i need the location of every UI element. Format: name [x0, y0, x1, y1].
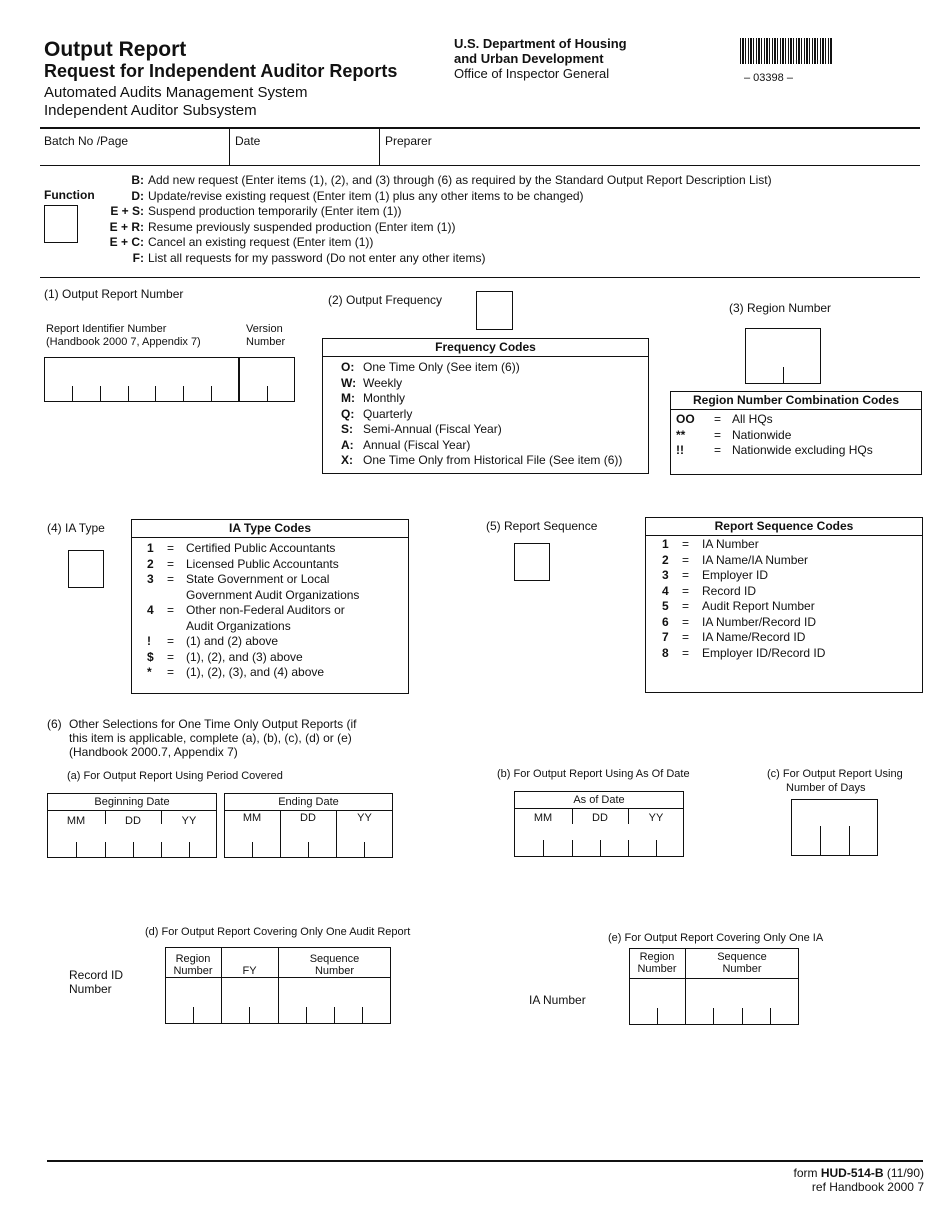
cell-tick: [364, 842, 365, 858]
divider: [40, 165, 920, 166]
sequence-label-2: Number: [722, 963, 762, 975]
cell-tick: [221, 947, 222, 1024]
department-name-2: and Urban Development: [454, 51, 604, 66]
date-field[interactable]: [230, 129, 378, 165]
cell-tick: [657, 1008, 658, 1025]
frequency-codes-box: [322, 338, 649, 474]
preparer-field-label: Preparer: [385, 134, 432, 148]
cell-tick: [543, 840, 544, 857]
output-frequency-label: (2) Output Frequency: [328, 293, 443, 307]
sequence-code-row: 7 = IA Name/Record ID: [662, 630, 806, 644]
number-of-days-label: (c) For Output Report Using: [767, 768, 903, 780]
preparer-field[interactable]: [380, 129, 920, 165]
frequency-code-row: M: Monthly: [341, 391, 406, 405]
frequency-code-row: Q: Quarterly: [341, 406, 413, 421]
dd-label: DD: [592, 812, 608, 824]
cell-tick: [267, 386, 268, 402]
region-label: Region: [175, 953, 211, 965]
record-id-label: Record ID: [69, 968, 124, 982]
mm-label: MM: [533, 812, 553, 824]
cell-tick: [334, 1007, 335, 1024]
output-report-number-label: (1) Output Report Number: [44, 287, 184, 301]
date-field-label: Date: [235, 134, 261, 148]
region-code-row: OO = All HQs: [676, 412, 773, 426]
form-title: Output Report: [44, 38, 187, 61]
ending-date-label: Ending Date: [278, 796, 339, 808]
subsystem-name: Independent Auditor Subsystem: [44, 102, 257, 119]
output-frequency-input[interactable]: [476, 291, 513, 330]
cell-tick: [628, 840, 629, 857]
report-identifier-input[interactable]: [44, 357, 239, 402]
item6-instructions-1: Other Selections for One Time Only Output Reports (if: [69, 717, 357, 731]
sequence-code-row: 3 = Employer ID: [662, 568, 769, 582]
cell-tick: [336, 811, 337, 858]
report-identifier-label: Report Identifier Number: [46, 323, 167, 335]
ia-type-input[interactable]: [68, 550, 104, 588]
batch-field-label: Batch No /Page: [44, 134, 129, 148]
cell-tick: [183, 386, 184, 402]
cell-tick: [211, 386, 212, 402]
cell-tick: [161, 811, 162, 824]
ia-number-label: IA Number: [529, 993, 586, 1007]
form-number: form HUD-514-B (11/90): [793, 1166, 924, 1180]
report-sequence-label: (5) Report Sequence: [486, 519, 598, 533]
yy-label: YY: [648, 812, 664, 824]
ia-type-code-row: Government Audit Organizations: [186, 587, 360, 602]
cell-tick: [76, 842, 77, 858]
version-label-2: Number: [246, 336, 286, 348]
cell-tick: [628, 809, 629, 824]
yy-label: YY: [181, 815, 197, 827]
report-sequence-input[interactable]: [514, 543, 550, 581]
one-ia-label: (e) For Output Report Covering Only One IA: [608, 932, 824, 944]
cell-tick: [742, 1008, 743, 1025]
function-options: [4, 173, 772, 266]
record-id-label-2: Number: [69, 982, 112, 996]
ia-type-code-row: 1 = Certified Public Accountants: [147, 541, 336, 555]
cell-tick: [155, 386, 156, 402]
region-label-2: Number: [637, 963, 677, 975]
item6-instructions-3: (Handbook 2000.7, Appendix 7): [69, 745, 238, 759]
function-option-f: F: List all requests for my password (Do not enter any other items): [132, 250, 486, 265]
cell-tick: [280, 811, 281, 858]
sequence-label-2: Number: [314, 965, 355, 977]
divider: [40, 277, 920, 278]
sequence-code-row: 1 = IA Number: [662, 537, 759, 551]
ia-type-code-row: 3 = State Government or Local: [147, 572, 330, 586]
function-option-d: D: Update/revise existing request (Enter item (1) plus any other items to be changed): [131, 188, 584, 203]
frequency-code-row: W: Weekly: [341, 375, 403, 390]
frequency-codes-title: Frequency Codes: [323, 339, 648, 357]
form-subtitle: Request for Independent Auditor Reports: [44, 61, 398, 81]
cell-tick: [189, 842, 190, 858]
report-sequence-codes-title: Report Sequence Codes: [646, 518, 922, 536]
system-name: Automated Audits Management System: [44, 84, 308, 101]
cell-tick: [306, 1007, 307, 1024]
department-name: U.S. Department of Housing: [454, 36, 627, 51]
divider: [514, 808, 684, 809]
divider: [47, 810, 217, 811]
report-identifier-ref: (Handbook 2000 7, Appendix 7): [46, 336, 201, 348]
version-label: Version: [246, 323, 283, 335]
as-of-date-label: (b) For Output Report Using As Of Date: [497, 768, 690, 780]
cell-tick: [105, 842, 106, 858]
sequence-code-row: 4 = Record ID: [662, 583, 757, 598]
cell-tick: [100, 386, 101, 402]
ia-type-code-row: * = (1), (2), (3), and (4) above: [147, 665, 325, 679]
cell-tick: [783, 367, 784, 384]
cell-tick: [133, 842, 134, 858]
dd-label: DD: [300, 812, 316, 824]
ia-type-code-row: 2 = Licensed Public Accountants: [147, 556, 339, 571]
beginning-date-label: Beginning Date: [94, 796, 170, 808]
divider: [47, 1160, 923, 1162]
office-name: Office of Inspector General: [454, 66, 610, 81]
cell-tick: [770, 1008, 771, 1025]
mm-label: MM: [66, 815, 86, 827]
sequence-code-row: 6 = IA Number/Record ID: [662, 614, 817, 629]
cell-tick: [849, 826, 850, 856]
frequency-code-row: O: One Time Only (See item (6)): [341, 360, 520, 374]
divider: [629, 978, 799, 979]
dd-label: DD: [125, 815, 141, 827]
cell-tick: [161, 842, 162, 858]
sequence-label: Sequence: [717, 951, 767, 963]
cell-tick: [713, 1008, 714, 1025]
region-code-row: !! = Nationwide excluding HQs: [676, 443, 873, 457]
cell-tick: [600, 840, 601, 857]
barcode-number: – 03398 –: [744, 72, 793, 84]
divider: [224, 810, 393, 811]
ia-type-code-row: Audit Organizations: [186, 618, 291, 633]
cell-tick: [572, 809, 573, 824]
mm-label: MM: [242, 812, 262, 824]
cell-tick: [656, 840, 657, 857]
ia-type-code-row: 4 = Other non-Federal Auditors or: [147, 603, 345, 617]
frequency-code-row: A: Annual (Fiscal Year): [341, 437, 471, 452]
barcode-image: [740, 38, 832, 64]
number-of-days-input[interactable]: [791, 799, 878, 856]
sequence-label: Sequence: [309, 953, 360, 965]
ia-type-codes-title: IA Type Codes: [132, 520, 408, 538]
sequence-code-row: 5 = Audit Report Number: [662, 599, 815, 613]
item6-number: (6): [47, 717, 62, 731]
function-option-b: B: Add new request (Enter items (1), (2), and (3) through (6) as required by the Standard Output Report Description List): [131, 173, 772, 187]
item6-instructions-2: this item is applicable, complete (a), (b), (c), (d) or (e): [69, 731, 352, 745]
cell-tick: [72, 386, 73, 402]
cell-tick: [308, 842, 309, 858]
cell-tick: [193, 1007, 194, 1024]
as-of-date-title: As of Date: [573, 794, 625, 806]
handbook-reference: ref Handbook 2000 7: [811, 1180, 924, 1194]
frequency-code-row: X: One Time Only from Historical File (See item (6)): [341, 453, 623, 467]
region-number-label: (3) Region Number: [729, 301, 832, 315]
fy-label: FY: [242, 965, 257, 977]
cell-tick: [249, 1007, 250, 1024]
cell-tick: [572, 840, 573, 857]
function-label: Function: [44, 188, 95, 202]
ia-type-code-row: $ = (1), (2), and (3) above: [147, 649, 303, 664]
sequence-code-row: 8 = Employer ID/Record ID: [662, 645, 826, 660]
region-label: Region: [639, 951, 675, 963]
cell-tick: [362, 1007, 363, 1024]
period-covered-label: (a) For Output Report Using Period Covered: [67, 770, 283, 782]
number-of-days-label-2: Number of Days: [786, 782, 866, 794]
batch-field[interactable]: [42, 129, 228, 165]
function-option-es: E + S: Suspend production temporarily (Enter item (1)): [110, 204, 402, 218]
ia-type-codes-box: [131, 519, 409, 694]
region-label-2: Number: [173, 965, 213, 977]
cell-tick: [105, 811, 106, 824]
audit-report-label: (d) For Output Report Covering Only One Audit Report: [145, 926, 411, 938]
function-option-er: E + R: Resume previously suspended production (Enter item (1)): [109, 219, 456, 234]
cell-tick: [820, 826, 821, 856]
sequence-code-row: 2 = IA Name/IA Number: [662, 552, 809, 567]
cell-tick: [128, 386, 129, 402]
yy-label: YY: [357, 812, 372, 824]
frequency-code-row: S: Semi-Annual (Fiscal Year): [341, 422, 502, 436]
region-codes-title: Region Number Combination Codes: [671, 392, 921, 410]
ia-type-code-row: ! = (1) and (2) above: [147, 634, 279, 648]
region-codes-box: [670, 391, 922, 475]
ia-type-label: (4) IA Type: [47, 521, 105, 535]
cell-tick: [252, 842, 253, 858]
report-sequence-codes-box: [645, 517, 923, 693]
region-code-row: ** = Nationwide: [676, 427, 792, 442]
function-option-ec: E + C: Cancel an existing request (Enter item (1)): [109, 235, 374, 249]
